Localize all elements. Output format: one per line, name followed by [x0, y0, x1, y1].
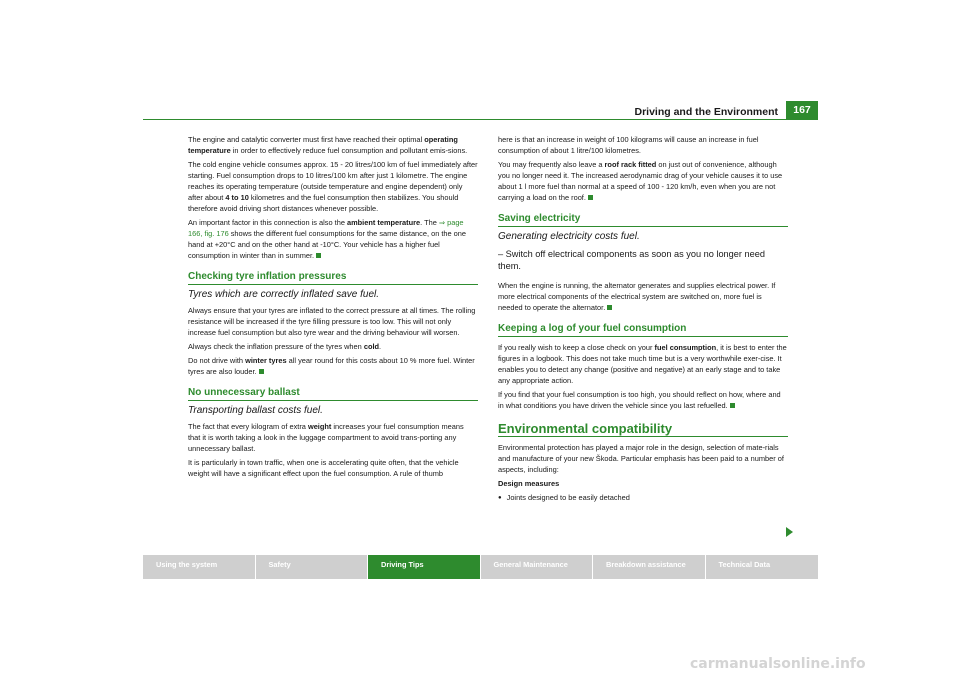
next-page-arrow-icon[interactable] [786, 527, 793, 537]
tab-using-the-system[interactable]: Using the system [143, 555, 256, 579]
chapter-tab-bar [143, 555, 818, 579]
section-subheading: Generating electricity costs fuel. [498, 231, 640, 242]
paragraph: The cold engine vehicle consumes approx. 15 - 20 litres/100 km of fuel immediately after starting. Fuel consumption drops to 10 litres/100 km after just 1 kilometre. The engine reaches its operating temperature (outside temperature and engine dependent) only after about 4 to 10 kilometres and the fuel consumption then stabilizes. You should therefore avoid driving short distances whenever possible. [188, 160, 478, 213]
paragraph: An important factor in this connection is also the ambient temperature. The ⇒ page 166, fig. 176 shows the different fuel consumptions for the same distance, on the one hand at +20°C and on the other hand at -10°C. Your vehicle has a higher fuel consumption in winter than in summer. [188, 218, 467, 260]
instruction-step: – Switch off electrical components as soon as you no longer need them. [498, 249, 765, 271]
watermark: carmanualsonline.info [690, 656, 866, 672]
design-measures-label: Design measures [498, 479, 560, 488]
tab-safety[interactable]: Safety [256, 555, 369, 579]
paragraph: The fact that every kilogram of extra weight increases your fuel consumption means that it is worth taking a look in the luggage compartment to avoid trans-porting any unnecessary ballast. [188, 422, 464, 453]
section-heading-ballast: No unnecessary ballast [188, 387, 478, 401]
square-marker-icon [607, 305, 612, 310]
paragraph: Always ensure that your tyres are inflated to the correct pressure at all times. The rolling resistance will be increased if the tyre filling pressure is too low. This will not only increase fuel consumption but also tyre wear and the driving behaviour will worsen. [188, 306, 476, 337]
section-heading-tyre-pressure: Checking tyre inflation pressures [188, 271, 478, 285]
paragraph: The engine and catalytic converter must first have reached their optimal operating temperature in order to effectively reduce fuel consumption and pollutant emis-sions. [188, 135, 468, 155]
paragraph: If you really wish to keep a close check on your fuel consumption, it is best to enter the figures in a logbook. This does not take much time but is a very worthwhile exer-cise. It enables you to detect any change (positive and negative) at an early stage and to take any appropriate action. [498, 343, 787, 385]
section-subheading: Tyres which are correctly inflated save fuel. [188, 289, 380, 300]
paragraph: Environmental protection has played a major role in the design, selection of mate-rials and manufacture of your new Škoda. Particular emphasis has been paid to a number of aspects, including: [498, 443, 784, 474]
page-header-title: Driving and the Environment [634, 106, 778, 118]
header-divider [143, 119, 818, 120]
section-heading-fuel-log: Keeping a log of your fuel consumption [498, 323, 788, 337]
section-subheading: Transporting ballast costs fuel. [188, 405, 323, 416]
tab-breakdown-assistance[interactable]: Breakdown assistance [593, 555, 706, 579]
section-heading-electricity: Saving electricity [498, 213, 788, 227]
paragraph: here is that an increase in weight of 100 kilograms will cause an increase in fuel consumption of about 1 litre/100 kilometres. [498, 135, 759, 155]
square-marker-icon [588, 195, 593, 200]
paragraph: If you find that your fuel consumption is too high, you should reflect on how, where and in what conditions you have driven the vehicle since you last refuelled. [498, 390, 781, 410]
square-marker-icon [316, 253, 321, 258]
paragraph: Always check the inflation pressure of the tyres when cold. [188, 342, 382, 351]
paragraph: When the engine is running, the alternator generates and supplies electrical power. If more electrical components of the electrical system are switched on, more fuel is needed to operate the alternator. [498, 281, 776, 312]
paragraph: It is particularly in town traffic, when one is accelerating quite often, that the vehicle weight will have a significant effect upon the fuel consumption. A rule of thumb [188, 458, 459, 478]
square-marker-icon [259, 369, 264, 374]
page-number: 167 [786, 101, 818, 119]
figure-reference-link[interactable]: ⇒ page 166, fig. 176 [188, 218, 464, 238]
tab-general-maintenance[interactable]: General Maintenance [481, 555, 594, 579]
right-column [498, 134, 788, 507]
paragraph: You may frequently also leave a roof rack fitted on just out of convenience, although you no longer need it. The increased aerodynamic drag of your vehicle causes it to use about 1 l more fuel than normal at a speed of 100 - 120 km/h, even when you are not carrying a load on the roof. [498, 160, 783, 202]
section-heading-environment: Environmental compatibility [498, 423, 788, 437]
list-item: ● Joints designed to be easily detached [498, 492, 788, 504]
tab-driving-tips[interactable]: Driving Tips [368, 555, 481, 579]
left-column [188, 134, 478, 482]
paragraph: Do not drive with winter tyres all year round for this costs about 10 % more fuel. Winter tyres are also louder. [188, 356, 475, 376]
square-marker-icon [730, 403, 735, 408]
tab-technical-data[interactable]: Technical Data [706, 555, 819, 579]
